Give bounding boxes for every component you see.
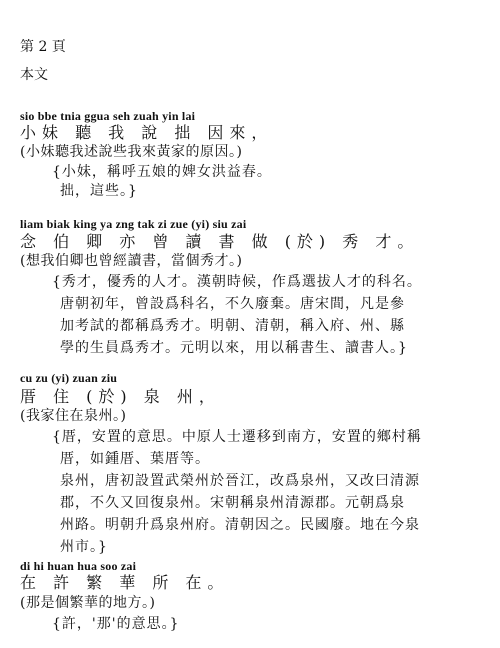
note-line: 學的生員爲秀才。元明以來，用以稱書生、讀書人。} <box>60 340 408 356</box>
romanization-line: di hi huan hua soo zai <box>20 559 137 573</box>
romanization-line: cu zu (yi) zuan ziu <box>20 371 118 385</box>
chinese-verse: 小妹 聽 我 說 拙 因來， <box>20 123 274 142</box>
note-line: 厝，如鍾厝、葉厝等。 <box>60 451 210 467</box>
note-line: 郡，不久又回復泉州。宋朝稱泉州清源郡。元朝爲泉 <box>60 495 405 511</box>
note-line: 州市。} <box>60 539 108 555</box>
note-line: 州路。明朝升爲泉州府。清朝因之。民國廢。地在今泉 <box>60 517 420 533</box>
translation-line: (那是個繁華的地方。) <box>20 595 156 611</box>
romanization-line: liam biak king ya zng tak zi zue (yi) siu zai <box>20 217 247 231</box>
note-line: {小妹，稱呼五娘的婢女洪益春。 <box>52 164 272 180</box>
note-line: 加考試的都稱爲秀才。明朝、清朝，稱入府、州、縣 <box>60 318 405 334</box>
note-line: {厝，安置的意思。中原人士遷移到南方，安置的鄉村稱 <box>52 429 422 445</box>
romanization-line: sio bbe tnia ggua seh zuah yin lai <box>20 109 196 123</box>
translation-line: (我家住在泉州。) <box>20 408 127 424</box>
page-number: 第 2 頁 <box>20 39 66 55</box>
translation-line: (想我伯卿也曾經讀書，當個秀才。) <box>20 253 243 269</box>
section-heading: 本文 <box>20 67 48 83</box>
chinese-verse: 在 許 繁 華 所 在。 <box>20 573 230 592</box>
note-line: {秀才，優秀的人才。漢朝時候，作爲選拔人才的科名。 <box>52 274 422 290</box>
note-line: 泉州，唐初設置武榮州於晉江，改爲泉州，又改曰清源 <box>60 473 420 489</box>
chinese-verse: 厝 住 (於) 泉 州， <box>20 387 221 406</box>
chinese-verse: 念 伯 卿 亦 曾 讀 書 做 (於) 秀 才。 <box>20 232 420 251</box>
note-line: 拙，這些。} <box>60 183 138 199</box>
note-line: 唐朝初年，曾設爲科名，不久廢棄。唐宋間，凡是參 <box>60 296 405 312</box>
translation-line: (小妹聽我述說些我來黃家的原因。) <box>20 144 243 160</box>
note-line: {許，'那'的意思。} <box>52 616 180 632</box>
